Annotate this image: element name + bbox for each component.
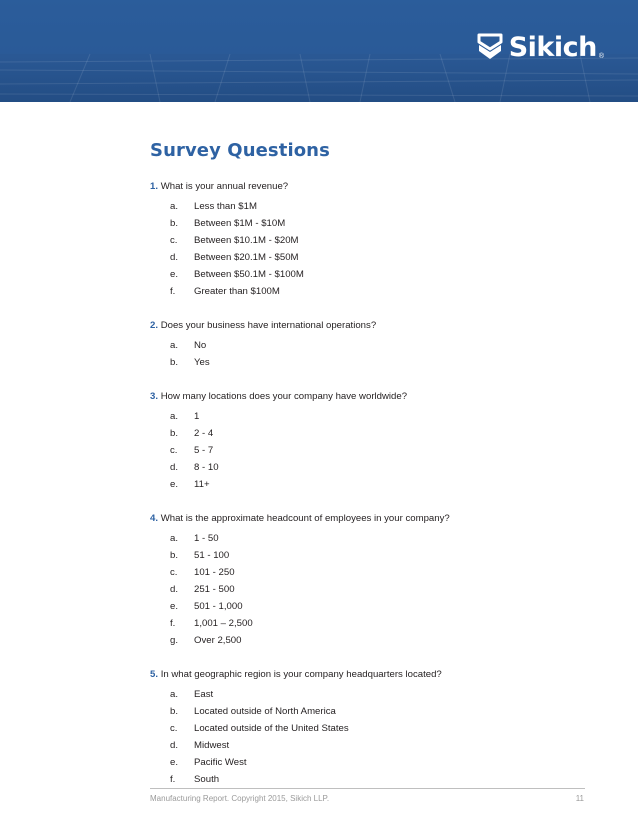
option-text: Between $1M - $10M <box>194 218 286 229</box>
option-text: Midwest <box>194 740 230 751</box>
option-text: 8 - 10 <box>194 462 219 473</box>
option-letter: a. <box>170 411 179 422</box>
question-number: 4. <box>150 513 159 524</box>
option-item <box>150 249 590 266</box>
option-letter: a. <box>170 533 179 544</box>
option-text: Greater than $100M <box>194 286 280 297</box>
option-letter: f. <box>170 286 176 297</box>
option-item <box>150 737 590 754</box>
question-label: How many locations does your company have worldwide? <box>160 391 408 402</box>
question-5 <box>150 667 590 788</box>
option-text: 1 - 50 <box>194 533 219 544</box>
option-item <box>150 198 590 215</box>
option-letter: b. <box>170 428 179 439</box>
option-item <box>150 442 590 459</box>
option-text: Less than $1M <box>194 201 257 212</box>
option-letter: e. <box>170 601 179 612</box>
option-item <box>150 598 590 615</box>
question-2 <box>150 318 590 371</box>
option-letter: b. <box>170 706 179 717</box>
question-number: 3. <box>150 391 159 402</box>
option-text: Yes <box>194 357 210 368</box>
survey-content <box>150 140 590 788</box>
page-number: 11 <box>575 794 584 803</box>
option-text: 501 - 1,000 <box>194 601 243 612</box>
option-text: Between $20.1M - $50M <box>194 252 299 263</box>
option-item <box>150 215 590 232</box>
question-number: 1. <box>150 181 159 192</box>
option-item <box>150 354 590 371</box>
page-title: Survey Questions <box>150 140 330 161</box>
option-letter: e. <box>170 757 179 768</box>
question-3 <box>150 389 590 493</box>
footer-copyright: Manufacturing Report. Copyright 2015, Sikich LLP. <box>150 794 330 803</box>
option-item <box>150 754 590 771</box>
option-letter: c. <box>170 235 178 246</box>
option-item <box>150 476 590 493</box>
question-text <box>150 179 590 195</box>
option-text: Over 2,500 <box>194 635 242 646</box>
question-text <box>150 389 590 405</box>
option-letter: b. <box>170 357 179 368</box>
option-letter: d. <box>170 462 179 473</box>
question-text <box>150 511 590 527</box>
option-item <box>150 564 590 581</box>
option-letter: b. <box>170 218 179 229</box>
option-text: South <box>194 774 220 785</box>
option-letter: e. <box>170 269 179 280</box>
option-text: Pacific West <box>194 757 247 768</box>
question-number: 2. <box>150 320 159 331</box>
question-label: In what geographic region is your company headquarters located? <box>160 669 442 680</box>
option-text: East <box>194 689 214 700</box>
question-text <box>150 318 590 334</box>
option-item <box>150 266 590 283</box>
option-item <box>150 686 590 703</box>
option-text: No <box>194 340 207 351</box>
option-text: 251 - 500 <box>194 584 235 595</box>
option-text: Located outside of the United States <box>194 723 349 734</box>
option-letter: e. <box>170 479 179 490</box>
option-text: 1,001 – 2,500 <box>194 618 253 629</box>
option-item <box>150 408 590 425</box>
option-text: 1 <box>194 411 200 422</box>
option-text: 11+ <box>194 479 210 490</box>
option-text: 51 - 100 <box>194 550 230 561</box>
option-item <box>150 632 590 649</box>
option-letter: d. <box>170 740 179 751</box>
shield-chevron-icon <box>477 32 503 62</box>
option-letter: g. <box>170 635 179 646</box>
question-4 <box>150 511 590 649</box>
option-item <box>150 530 590 547</box>
option-item <box>150 459 590 476</box>
option-letter: d. <box>170 584 179 595</box>
option-item <box>150 771 590 788</box>
option-text: Between $10.1M - $20M <box>194 235 299 246</box>
option-letter: b. <box>170 550 179 561</box>
option-letter: c. <box>170 445 178 456</box>
option-letter: d. <box>170 252 179 263</box>
option-letter: f. <box>170 618 176 629</box>
registered-mark: ® <box>598 53 604 60</box>
question-label: Does your business have international operations? <box>160 320 377 331</box>
option-letter: a. <box>170 689 179 700</box>
option-letter: c. <box>170 723 178 734</box>
question-1 <box>150 179 590 300</box>
question-text <box>150 667 590 683</box>
option-text: 101 - 250 <box>194 567 235 578</box>
sikich-logo <box>477 30 604 64</box>
question-number: 5. <box>150 669 159 680</box>
option-item <box>150 720 590 737</box>
option-text: Between $50.1M - $100M <box>194 269 304 280</box>
logo-wordmark: Sikich <box>508 31 597 63</box>
option-item <box>150 581 590 598</box>
option-text: Located outside of North America <box>194 706 336 717</box>
option-item <box>150 232 590 249</box>
option-item <box>150 425 590 442</box>
footer-divider <box>150 788 585 789</box>
question-label: What is your annual revenue? <box>160 181 289 192</box>
option-item <box>150 703 590 720</box>
header-banner <box>0 0 638 102</box>
question-label: What is the approximate headcount of employees in your company? <box>160 513 450 524</box>
option-item <box>150 283 590 300</box>
option-text: 5 - 7 <box>194 445 214 456</box>
option-letter: c. <box>170 567 178 578</box>
option-item <box>150 337 590 354</box>
option-text: 2 - 4 <box>194 428 214 439</box>
option-item <box>150 615 590 632</box>
option-letter: a. <box>170 340 179 351</box>
option-letter: a. <box>170 201 179 212</box>
option-item <box>150 547 590 564</box>
option-letter: f. <box>170 774 176 785</box>
